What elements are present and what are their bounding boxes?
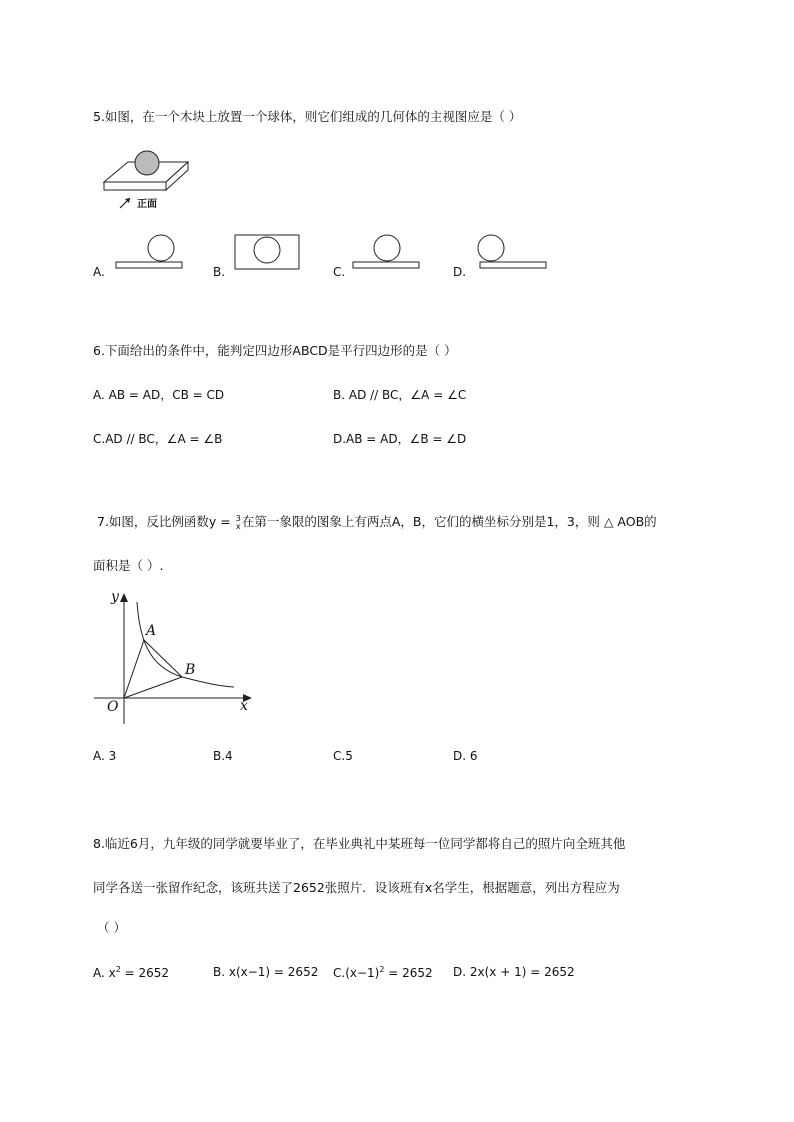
q5-option-d-figure bbox=[476, 234, 548, 272]
q7-stem-line2: 面积是（ ）. bbox=[93, 558, 164, 573]
q8-line1: 8.临近6月，九年级的同学就要毕业了，在毕业典礼中某班每一位同学都将自己的照片向全班其他 bbox=[93, 836, 626, 851]
q7-stem bbox=[97, 512, 657, 531]
q8-option-c-post: = 2652 bbox=[384, 966, 433, 980]
q8-line3: （ ） bbox=[97, 920, 126, 935]
fraction-denominator: x bbox=[235, 521, 241, 531]
q5-option-a-figure bbox=[115, 234, 185, 272]
q5-stem: 5.如图，在一个木块上放置一个球体，则它们组成的几何体的主视图应是（ ） bbox=[93, 109, 522, 124]
q6-option-d[interactable]: D.AB = AD，∠B = ∠D bbox=[333, 432, 467, 446]
q7-option-d[interactable]: D. 6 bbox=[453, 749, 478, 763]
front-label: 正面 bbox=[137, 199, 157, 210]
q8-line2: 同学各送一张留作纪念，该班共送了2652张照片．设该班有x名学生，根据题意，列出方程应为 bbox=[93, 880, 620, 895]
q8-option-a-pre: A. x bbox=[93, 966, 116, 980]
q5-option-a-label[interactable]: A. bbox=[93, 265, 105, 279]
q6-stem: 6.下面给出的条件中，能判定四边形ABCD是平行四边形的是（ ） bbox=[93, 343, 457, 358]
x-axis-label: x bbox=[240, 698, 248, 714]
q6-option-b[interactable]: B. AD // BC，∠A = ∠C bbox=[333, 388, 467, 402]
q8-option-a[interactable] bbox=[93, 965, 169, 980]
q5-option-c-figure bbox=[352, 234, 422, 272]
q5-option-b-figure bbox=[233, 234, 303, 272]
q6-option-a[interactable]: A. AB = AD，CB = CD bbox=[93, 388, 225, 402]
y-axis-label: y bbox=[111, 589, 119, 605]
q8-option-c[interactable] bbox=[333, 965, 433, 980]
q8-option-c-pre: C.(x−1) bbox=[333, 966, 380, 980]
q7-stem-after: 在第一象限的图象上有两点A，B，它们的横坐标分别是1，3，则 △ AOB的 bbox=[241, 514, 657, 529]
q5-option-b-label[interactable]: B. bbox=[213, 265, 226, 279]
q8-option-b[interactable]: B. x(x−1) = 2652 bbox=[213, 965, 319, 979]
point-b-label: B bbox=[185, 662, 196, 678]
q7-option-a[interactable]: A. 3 bbox=[93, 749, 117, 763]
q5-option-d-label[interactable]: D. bbox=[453, 265, 467, 279]
q7-fraction bbox=[236, 515, 241, 531]
q8-option-a-exponent: 2 bbox=[115, 965, 121, 974]
q6-option-c[interactable]: C.AD // BC，∠A = ∠B bbox=[93, 432, 223, 446]
q7-option-c[interactable]: C.5 bbox=[333, 749, 353, 763]
q8-option-d[interactable]: D. 2x(x + 1) = 2652 bbox=[453, 965, 575, 979]
q7-stem-before: 7.如图，反比例函数y = bbox=[97, 514, 235, 529]
point-a-label: A bbox=[146, 623, 157, 639]
origin-label: O bbox=[107, 699, 119, 715]
q8-option-c-exponent: 2 bbox=[379, 965, 385, 974]
q7-option-b[interactable]: B.4 bbox=[213, 749, 233, 763]
q5-option-c-label[interactable]: C. bbox=[333, 265, 346, 279]
fraction-numerator: 3 bbox=[235, 513, 241, 523]
q8-option-a-post: = 2652 bbox=[120, 966, 170, 980]
